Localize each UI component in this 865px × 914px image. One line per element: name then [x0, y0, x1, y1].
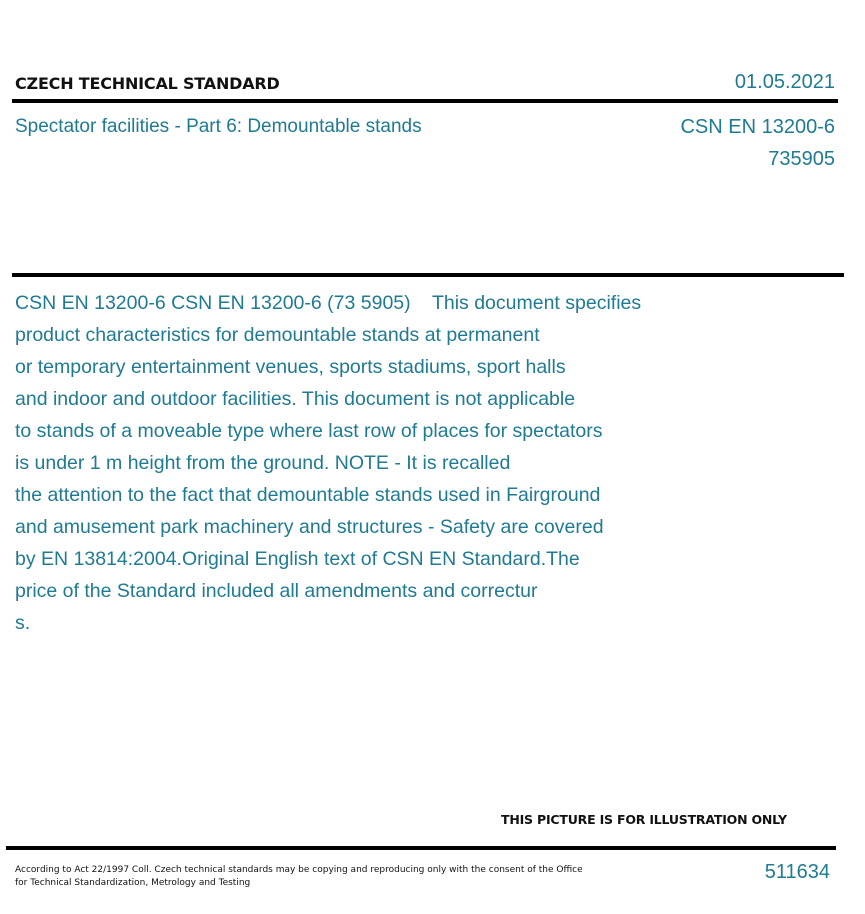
publication-date: 01.05.2021 — [734, 71, 835, 93]
document-description: CSN EN 13200-6 CSN EN 13200-6 (73 5905) This document specifies product characteristics for demountable stands at permanent or temporary entertainment venues, sports stadiums, sport halls and indoor and outdoor facilities. This document is not applicable to stands of a moveable type where last row of places for spectators is under 1 m height from the ground. NOTE - It is recalled the attention to the fact that demountable stands used in Fairground and amusement park machinery and structures - Safety are covered by EN 13814:2004.Original English text of CSN EN Standard.The price of the Standard included all amendments and correctur s. — [15, 292, 642, 634]
content-divider — [12, 273, 844, 277]
header-divider — [12, 99, 838, 103]
standard-code: CSN EN 13200-6 — [680, 116, 835, 138]
footer-divider — [6, 846, 836, 850]
classification-number: 735905 — [768, 148, 835, 170]
legal-notice: According to Act 22/1997 Coll. Czech technical standards may be copying and reproducing only with the consent of the Office for Technical Standardization, Metrology and Testing — [15, 865, 583, 888]
reference-number: 511634 — [764, 861, 830, 883]
illustration-note: THIS PICTURE IS FOR ILLUSTRATION ONLY — [501, 812, 787, 827]
document-title: Spectator facilities - Part 6: Demountable stands — [15, 116, 422, 137]
standard-type-label: CZECH TECHNICAL STANDARD — [15, 74, 280, 93]
